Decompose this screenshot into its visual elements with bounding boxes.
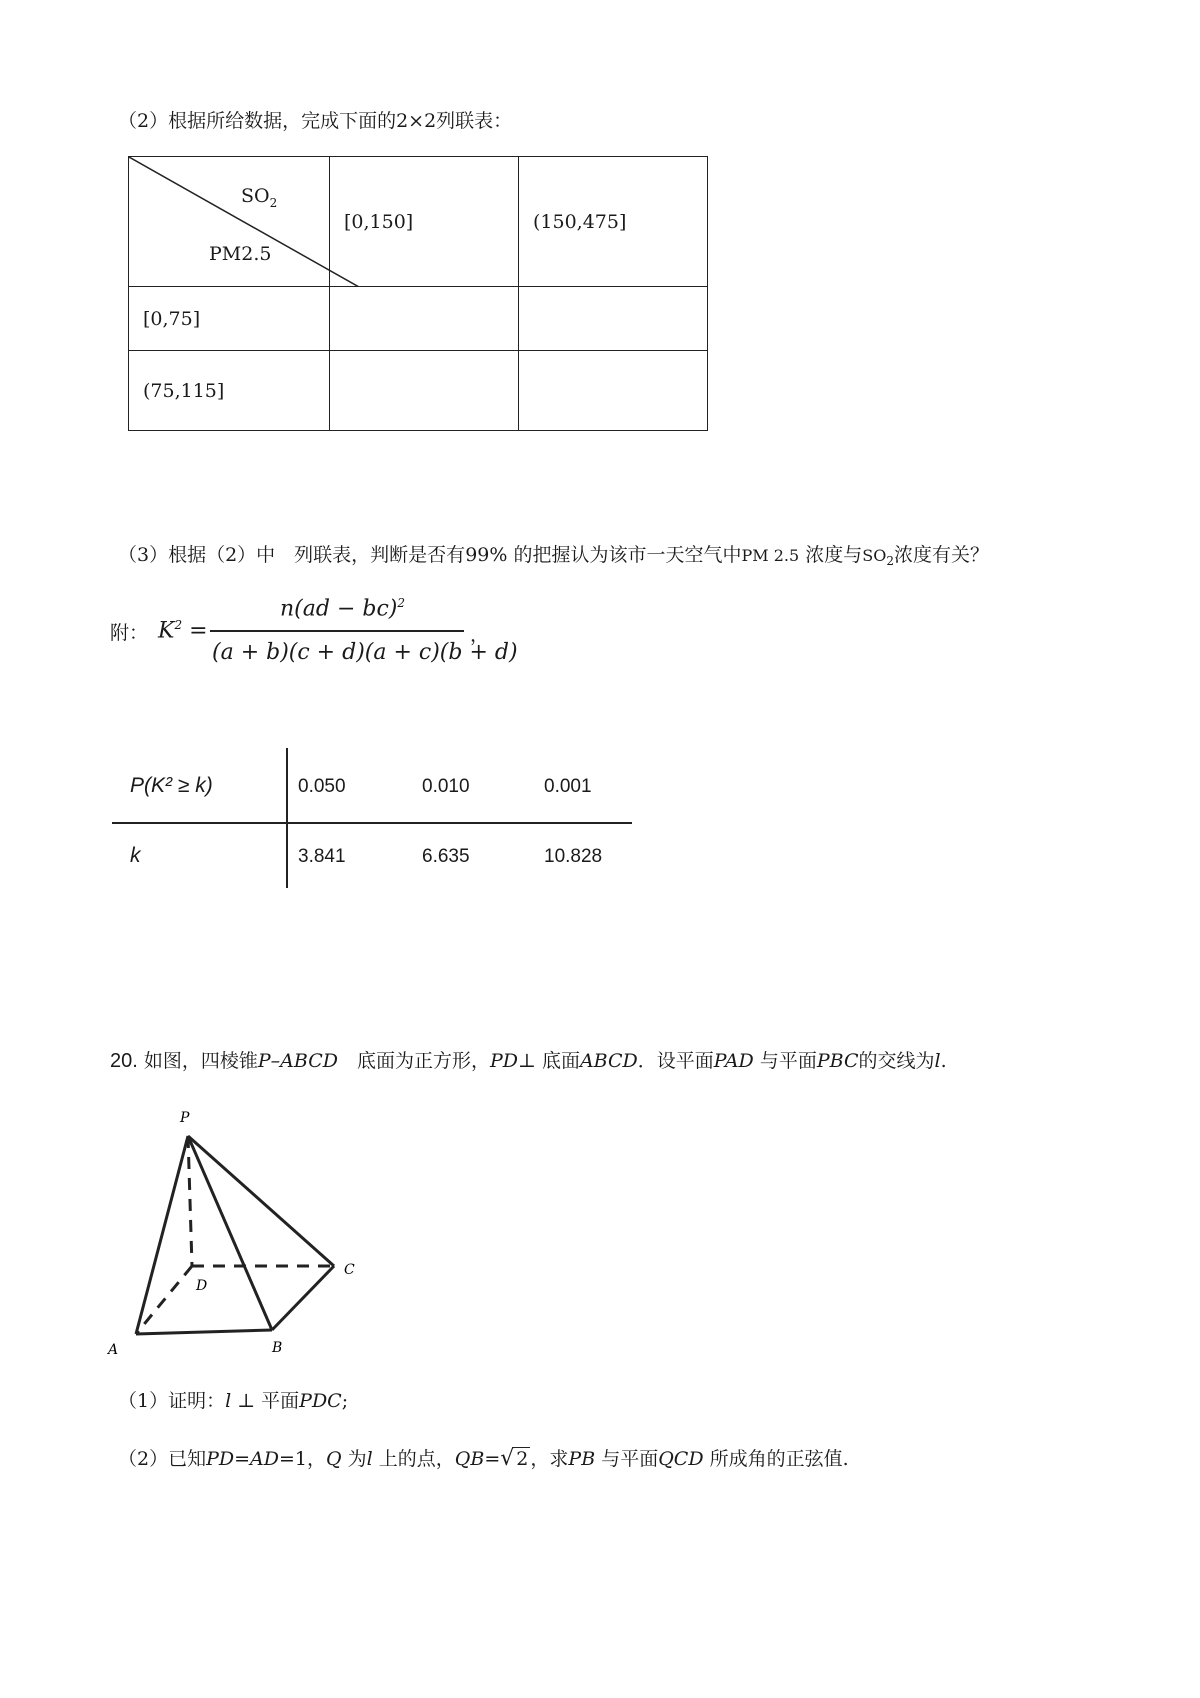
p-value-2: 0.010 xyxy=(422,776,470,797)
edge-AB xyxy=(136,1330,272,1334)
contingency-table xyxy=(128,156,708,431)
formula-suffix: ， xyxy=(470,624,490,646)
formula-denominator: (a + b)(c + d)(a + c)(b + d) xyxy=(212,640,518,665)
row-header-1: [0,75] xyxy=(129,287,330,351)
table-cell xyxy=(330,287,519,351)
pyramid-figure xyxy=(104,1098,374,1358)
table-cell xyxy=(330,351,519,431)
corner-so2-label: $SO_2$ xyxy=(241,185,278,210)
q20-stem: 20. 如图，四棱锥P–ABCD 底面为正方形，PD⊥ 底面ABCD．设平面PAD 与平面PBC的交线为l. xyxy=(110,1050,947,1072)
p-value-3: 0.001 xyxy=(544,776,592,797)
q19-part2-text: （2）根据所给数据，完成下面的2×2列联表： xyxy=(118,110,513,132)
k-value-2: 6.635 xyxy=(422,846,470,867)
row-header-2: (75,115] xyxy=(129,351,330,431)
edge-BC xyxy=(272,1266,334,1330)
table-cell xyxy=(519,287,708,351)
corner-pm25-label: PM2.5 xyxy=(209,243,272,265)
p-value-1: 0.050 xyxy=(298,776,346,797)
table-horizontal-rule xyxy=(112,822,632,824)
formula-lhs: $K^2$ = xyxy=(158,618,208,644)
vertex-label-C: C xyxy=(344,1262,355,1278)
k-critical-table xyxy=(112,748,632,888)
sqrt-symbol: √ xyxy=(500,1446,515,1471)
diagonal-line xyxy=(129,157,359,287)
col-header-2: (150,475] xyxy=(519,157,708,287)
vertex-label-B: B xyxy=(272,1340,283,1356)
q20-part2: （2）已知PD=AD=1，Q 为l 上的点，QB=√ 2 ，求PB 与平面QCD 所成角的正弦值. xyxy=(118,1446,849,1471)
edge-PB xyxy=(188,1136,272,1330)
vertex-label-D: D xyxy=(196,1278,208,1294)
k-row-label: k xyxy=(130,844,141,867)
vertex-label-P: P xyxy=(180,1110,190,1126)
vertex-label-A: A xyxy=(108,1342,119,1358)
table-corner-cell xyxy=(129,157,330,287)
fraction-bar xyxy=(210,630,464,632)
col-header-1: [0,150] xyxy=(330,157,519,287)
q19-part3-text: （3）根据（2）中 列联表，判断是否有99% 的把握认为该市一天空气中PM 2.5 浓度与$SO_2$浓度有关？ xyxy=(118,544,989,569)
q20-part1: （1）证明：l ⊥ 平面PDC; xyxy=(118,1390,349,1412)
k-value-3: 10.828 xyxy=(544,846,603,867)
edge-PC xyxy=(188,1136,334,1266)
formula-prefix: 附： xyxy=(110,622,149,644)
question-number: 20. xyxy=(110,1050,138,1072)
table-cell xyxy=(519,351,708,431)
edge-PD xyxy=(188,1136,192,1266)
p-row-label: P(K² ≥ k) xyxy=(130,774,213,797)
formula-numerator: n(ad − bc)$^2$ xyxy=(280,596,405,622)
table-vertical-rule xyxy=(286,748,288,888)
k-value-1: 3.841 xyxy=(298,846,346,867)
